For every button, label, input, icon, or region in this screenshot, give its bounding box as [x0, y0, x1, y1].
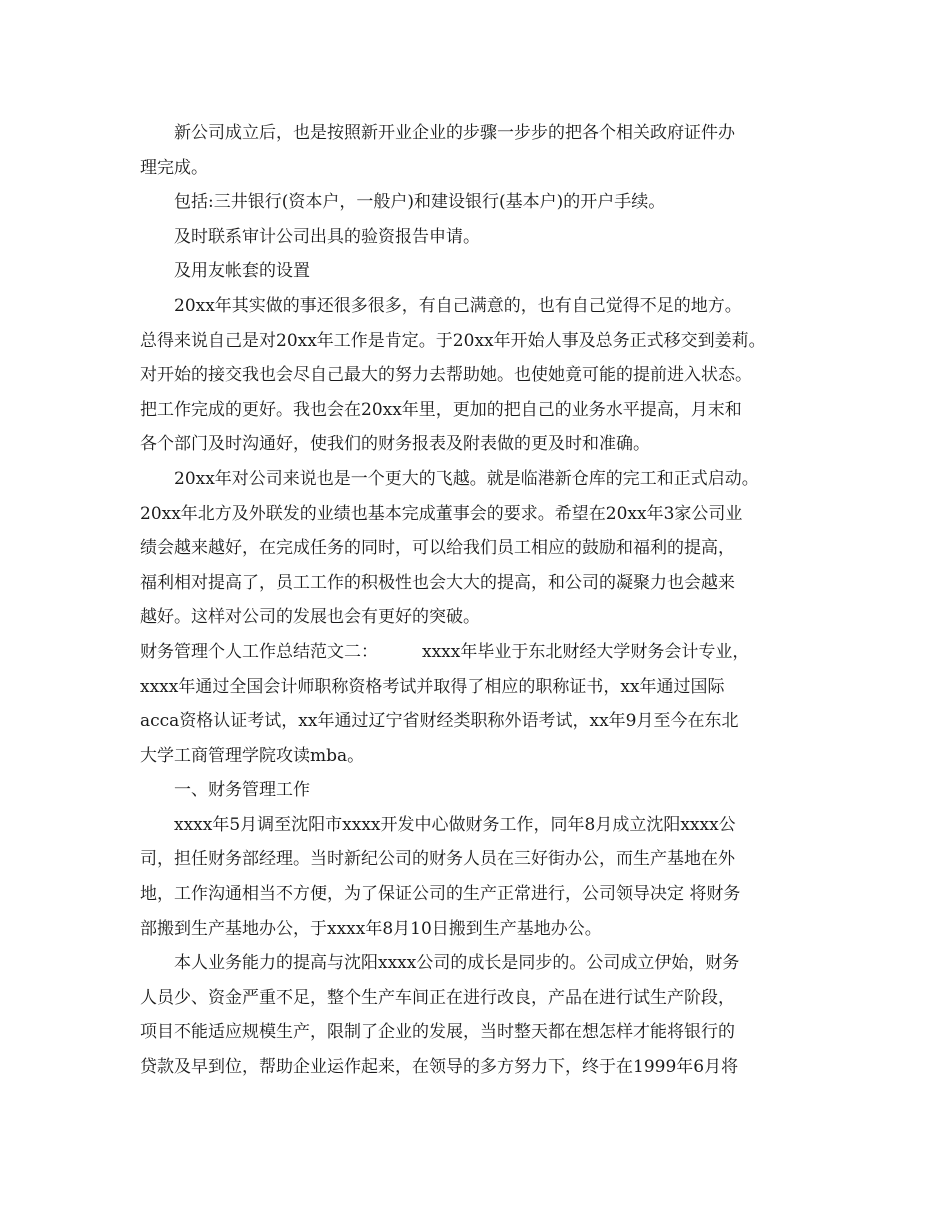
text-line: [140, 393, 820, 428]
text-line: [140, 566, 820, 601]
text-line: [140, 635, 820, 670]
text-line-content: 对开始的接交我也会尽自己最大的努力去帮助她。也使她竟可能的提前进入状态。: [140, 365, 752, 386]
text-line: [140, 842, 820, 877]
text-line: [140, 981, 820, 1016]
text-line-content: 司，担任财务部经理。当时新纪公司的财务人员在三好街办公，而生产基地在外: [140, 849, 735, 870]
text-line: [140, 358, 820, 393]
text-line-content: 财务管理个人工作总结范文二：: [140, 641, 378, 662]
text-line: [140, 1015, 820, 1050]
text-line-content: 各个部门及时沟通好，使我们的财务报表及附表做的更及时和准确。: [140, 434, 650, 455]
text-line-content: acca资格认证考试，xx年通过辽宁省财经类职称外语考试，xx年9月至今在东北: [140, 711, 739, 732]
text-line: [140, 1050, 820, 1085]
text-line-content: 本人业务能力的提高与沈阳xxxx公司的成长是同步的。公司成立伊始，财务: [174, 953, 740, 974]
text-line: [140, 497, 820, 532]
text-line-content: xxxx年5月调至沈阳市xxxx开发中心做财务工作，同年8月成立沈阳xxxx公: [174, 814, 736, 835]
text-line-content: 理完成。: [140, 157, 208, 178]
text-line-content: 越好。这样对公司的发展也会有更好的突破。: [140, 607, 480, 628]
text-line: [140, 670, 820, 705]
text-line: [140, 912, 820, 947]
text-line-content: 新公司成立后，也是按照新开业企业的步骤一步步的把各个相关政府证件办: [174, 123, 735, 143]
text-line: [140, 531, 820, 566]
text-line-content: 绩会越来越好，在完成任务的同时，可以给我们员工相应的鼓励和福利的提高，: [140, 538, 735, 559]
text-line: [140, 808, 820, 843]
text-line: [140, 324, 820, 359]
text-line: [140, 462, 820, 497]
text-line-content: 项目不能适应规模生产，限制了企业的发展，当时整天都在想怎样才能将银行的: [140, 1022, 735, 1043]
text-line-content: 部搬到生产基地办公，于xxxx年8月10日搬到生产基地办公。: [140, 918, 602, 939]
text-line-content: 贷款及早到位，帮助企业运作起来，在领导的多方努力下，终于在1999年6月将: [140, 1057, 739, 1078]
text-line-content: 把工作完成的更好。我也会在20xx年里，更加的把自己的业务水平提高，月末和: [140, 399, 742, 420]
text-line: [140, 254, 820, 289]
text-line-content: 人员少、资金严重不足，整个生产车间正在进行改良，产品在进行试生产阶段，: [140, 987, 735, 1008]
text-line: [140, 773, 820, 808]
document-body: [140, 116, 820, 1085]
text-line-content: 20xx年其实做的事还很多很多，有自己满意的，也有自己觉得不足的地方。: [174, 295, 742, 316]
text-line: [140, 877, 820, 912]
text-line: [140, 185, 820, 220]
text-line-content: 包括:三井银行(资本户，一般户)和建设银行(基本户)的开户手续。: [174, 192, 666, 213]
text-line: [140, 427, 820, 462]
text-line-tail: xxxx年毕业于东北财经大学财务会计专业，: [422, 641, 750, 662]
text-line-content: 20xx年北方及外联发的业绩也基本完成董事会的要求。希望在20xx年3家公司业: [140, 503, 743, 524]
text-line-content: 地，工作沟通相当不方便，为了保证公司的生产正常进行，公司领导决定 将财务: [140, 884, 741, 905]
text-line-content: 大学工商管理学院攻读mba。: [140, 745, 365, 766]
text-line: [140, 704, 820, 739]
text-line: [140, 220, 820, 255]
text-line-content: 一、财务管理工作: [174, 780, 310, 801]
text-line: [140, 151, 820, 186]
text-line-content: xxxx年通过全国会计师职称资格考试并取得了相应的职称证书，xx年通过国际: [140, 676, 725, 697]
text-line: [140, 289, 820, 324]
text-line: [140, 946, 820, 981]
text-line-content: 20xx年对公司来说也是一个更大的飞越。就是临港新仓库的完工和正式启动。: [174, 468, 759, 489]
text-line-content: 福利相对提高了，员工工作的积极性也会大大的提高，和公司的凝聚力也会越来: [140, 572, 735, 593]
text-line: [140, 600, 820, 635]
text-line-content: 及时联系审计公司出具的验资报告申请。: [174, 226, 480, 247]
text-line-content: 总得来说自己是对20xx年工作是肯定。于20xx年开始人事及总务正式移交到姜莉。: [140, 330, 766, 351]
text-line-content: 及用友帐套的设置: [174, 261, 310, 282]
text-line: [140, 116, 820, 151]
text-line: [140, 739, 820, 774]
